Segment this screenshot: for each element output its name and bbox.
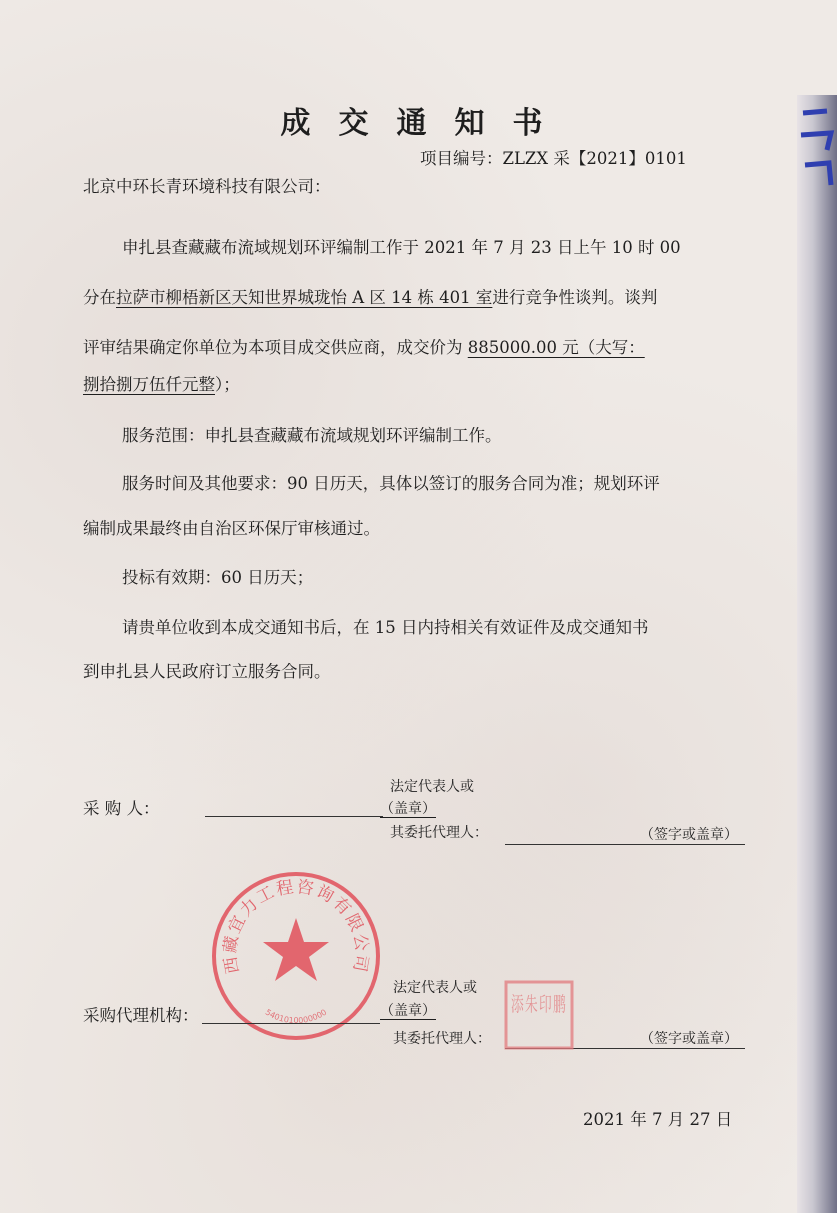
project-number: 项目编号：ZLZX 采【2021】0101 <box>420 149 687 168</box>
signature-line <box>202 1023 380 1024</box>
bid-validity: 投标有效期：60 日历天； <box>122 568 314 587</box>
agent-label: 其委托代理人： <box>390 825 488 841</box>
signature-line <box>505 844 745 845</box>
paragraph-line: 申扎县查藏藏布流域规划环评编制工作于 2021 年 7 月 23 日上午 10 时 00 <box>122 238 681 257</box>
contract-price-words: 捌拾捌万伍仟元整 <box>83 375 215 394</box>
page-edge-shadow <box>797 95 837 1213</box>
agency-label: 采购代理机构： <box>83 1006 199 1025</box>
svg-text:5401010000000: 5401010000000 <box>263 1007 329 1026</box>
legal-rep-label: 法定代表人或 <box>390 779 474 795</box>
paragraph-line <box>83 290 657 307</box>
text-segment: 评审结果确定你单位为本项目成交供应商，成交价为 <box>83 338 463 357</box>
contract-price: 885000.00 元（大写： <box>467 338 645 357</box>
negotiation-location: 拉萨市柳梧新区天知世界城珑怡 A 区 14 栋 401 室 <box>116 288 493 307</box>
signature-line <box>205 816 383 817</box>
personal-seal <box>502 978 576 1052</box>
text-segment: ）； <box>215 375 240 394</box>
page-title: 成交通知书 <box>280 106 571 141</box>
official-seal <box>208 868 384 1044</box>
text-segment: 进行竞争性谈判。谈判 <box>492 288 658 307</box>
instruction-line: 到申扎县人民政府订立服务合同。 <box>83 662 331 681</box>
paragraph-line <box>83 377 240 394</box>
svg-text:西藏宜力工程咨询有限公司: 西藏宜力工程咨询有限公司 <box>220 877 372 976</box>
purchaser-label: 采 购 人： <box>83 799 160 818</box>
service-time-line: 编制成果最终由自治区环保厅审核通过。 <box>83 519 380 538</box>
sign-note: （签字或盖章） <box>640 827 738 843</box>
legal-rep-label: 法定代表人或 <box>393 980 477 996</box>
paragraph-line <box>83 340 645 357</box>
addressee: 北京中环长青环境科技有限公司： <box>83 177 331 196</box>
svg-text:添朱印鹏: 添朱印鹏 <box>511 992 567 1016</box>
instruction-line: 请贵单位收到本成交通知书后，在 15 日内持相关有效证件及成交通知书 <box>122 618 649 637</box>
text-segment: 分在 <box>83 288 116 307</box>
seal-note: （盖章） <box>380 801 436 817</box>
service-scope: 服务范围：申扎县查藏藏布流域规划环评编制工作。 <box>122 426 502 445</box>
agent-label: 其委托代理人： <box>393 1031 491 1047</box>
issue-date: 2021 年 7 月 27 日 <box>583 1110 733 1129</box>
sign-note: （签字或盖章） <box>640 1031 738 1047</box>
service-time-line: 服务时间及其他要求：90 日历天，具体以签订的服务合同为准；规划环评 <box>122 474 660 493</box>
seal-note: （盖章） <box>380 1003 436 1019</box>
